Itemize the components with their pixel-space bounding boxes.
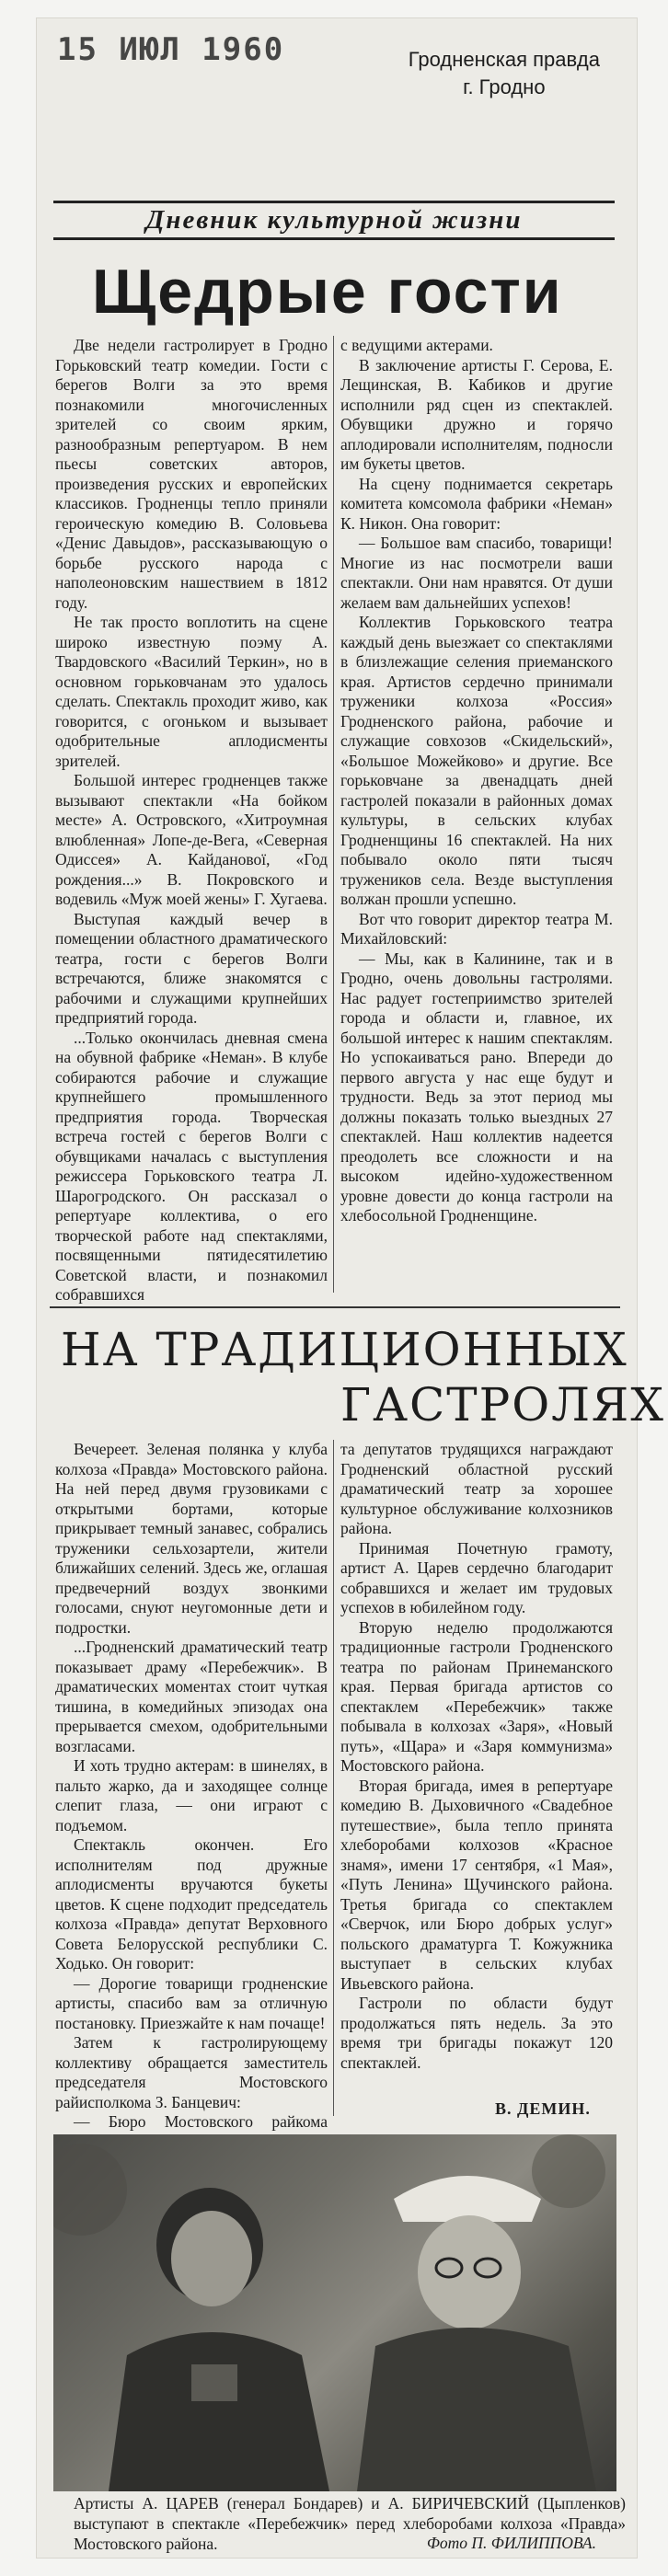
- paragraph: Вот что говорит директор театра М. Михайловский:: [340, 909, 613, 948]
- section-heading: Дневник культурной жизни: [53, 201, 615, 240]
- paragraph: И хоть трудно актерам: в шинелях, в пальто жарко, да и заходящее солнце слепит глаза, — они играют с подъемом.: [55, 1756, 328, 1834]
- column-rule: [333, 336, 334, 1293]
- article2-headline-line1: НА ТРАДИЦИОННЫХ: [61, 1323, 628, 1376]
- column-rule: [333, 1440, 334, 2116]
- paragraph: Затем к гастролирующему коллективу обращается заместитель председателя Мостовского райисполкома З. Банцевич:: [55, 2033, 328, 2111]
- paragraph: Коллектив Горьковского театра каждый день выезжает со спектаклями в близлежащие селения приеманского края. Артистов сердечно принимали труженики колхоза «Россия» Гродненского района, рабочие и служащие совхозов «Скидельский», «Большое Можейково» и другие. Все горьковчане за двенадцать дней гастролей показали в районных домах культуры, в сельских клубах Гродненщины 16 спектаклей. На них побывало около пяти тысяч тружеников села. Везде выступления волжан прошли успешно.: [340, 613, 613, 908]
- paragraph: Выступая каждый вечер в помещении областного драматического театра, гости с берегов Волги встречаются, ближе знакомятся с рабочими и служащими крупнейших предприятий города.: [55, 909, 328, 1027]
- newspaper-name: Гродненская правда: [408, 48, 600, 71]
- paragraph: — Большое вам спасибо, товарищи! Многие из нас посмотрели ваши спектакли. Они нам нравятся. От души желаем вам дальнейших успехов!: [340, 534, 613, 612]
- paragraph: Две недели гастролирует в Гродно Горьковский театр комедии. Гости с берегов Волги за это время познакомили многочисленных зрителей со своим ярким, разнообразным репертуаром. В нем пьесы советских авторов, произведения русских и европейских классиков. Гродненцы тепло приняли героическую комедию В. Соловьева «Денис Давыдов», рассказывающую о борьбе русского народа с наполеоновским нашествием в 1812 году.: [55, 336, 328, 612]
- paragraph: На сцену поднимается секретарь комитета комсомола фабрики «Неман» К. Никон. Она говорит:: [340, 474, 613, 533]
- author-signature: В. ДЕМИН.: [495, 2099, 591, 2118]
- paragraph: — Бюро Мостовского райкома: [74, 2112, 328, 2131]
- paragraph: ...Гродненский драматический театр показывает драму «Перебежчик». В драматических моментах стоит чуткая тишина, в комедийных эпизодах она прерывается смехом, одобрительными возгласами.: [55, 1638, 328, 1755]
- paragraph: ...Только окончилась дневная смена на обувной фабрике «Неман». В клубе собираются рабочие и служащие крупнейшего промышленного предприятия города. Творческая встреча гостей с берегов Волги с обувщиками началась с выступления режиссера Горьковского театра Л. Шарогродского. Он рассказал о репертуаре коллектива, о его творческой работе над спектаклями, посвященными пятидесятилетию Советской власти, и познакомил собравшихся: [55, 1028, 328, 1304]
- article2-headline-line2: ГАСТРОЛЯХ: [340, 1378, 665, 1432]
- paragraph: — Мы, как в Калинине, так и в Гродно, очень довольны гастролями. Нас радует гостеприимство зрителей города и области и, главное, их большой интерес к нашим спектаклям. Но успокаиваться рано. Впереди до первого августа у нас еще будут и трудности. Ведь за этот период мы должны показать только выездных 27 спектаклей. Наш коллектив надеется преодолеть все сложности и на высоком идейно-художественном уровне довести до конца гастроли на хлебосольной Гродненщине.: [340, 949, 613, 1225]
- masthead: [409, 46, 600, 101]
- paragraph: Не так просто воплотить на сцене широко известную поэму А. Твардовского «Василий Теркин», но в основном горьковчанам это удалось сделать. Спектакль проходит живо, как говорится, с огоньком и вызывает одобрительные аплодисменты зрителей.: [55, 613, 328, 770]
- paragraph: В заключение артисты Г. Серова, Е. Лещинская, В. Кабиков и другие исполнили ряд сцен из спектаклей. Обувщики дружно и горячо аплодировали исполнителям, подносли им букеты цветов.: [340, 355, 613, 473]
- photo-credit: Фото П. ФИЛИППОВА.: [426, 2534, 596, 2552]
- paragraph: Вторую неделю продолжаются традиционные гастроли Гродненского театра по районам Принеманского края. Первая бригада артистов со спектаклем «Перебежчик» также побывала в колхозах «Заря», «Новый путь», «Щара» и «Заря коммунизма» Мостовского района.: [340, 1617, 613, 1775]
- photograph: [53, 2134, 616, 2491]
- paragraph: та депутатов трудящихся награждают Гродненский областной русский драматический театр за хорошее культурное обслуживание колхозников района.: [340, 1440, 613, 1537]
- article2-column-2: [340, 1440, 613, 2073]
- article-separator: [50, 1306, 620, 1308]
- article2-column-1: [55, 1440, 328, 2152]
- paragraph: Вечереет. Зеленая полянка у клуба колхоза «Правда» Мостовского района. На ней перед двумя грузовиками с открытыми бортами, которые прикрывает темный занавес, собрались труженики сельхозартели, жители ближайших селений. Здесь же, оглашая предвечерний воздух звонкими голосами, снуют неугомонные дети и подростки.: [55, 1440, 328, 1637]
- paragraph: Спектакль окончен. Его исполнителям под дружные аплодисменты вручаются букеты цветов. К сцене подходит председатель колхоза «Правда» депутат Верховного Совета Белорусской республики С. Ходько. Он говорит:: [55, 1835, 328, 1972]
- newspaper-city: г. Гродно: [463, 75, 546, 98]
- article1-column-2: [340, 336, 613, 1226]
- paragraph: Гастроли по области будут продолжаться пять недель. За это время три бригады покажут 120 спектаклей.: [340, 1994, 613, 2072]
- photo-caption: Артисты А. ЦАРЕВ (генерал Бондарев) и А. БИРИЧЕВСКИЙ (Цыпленков) выступают в спектакле «Перебежчик» перед хлеборобами колхоза «Правда» Мостовского района.: [74, 2494, 626, 2553]
- newspaper-clipping: [37, 18, 665, 2558]
- article1-column-1: [55, 336, 328, 1305]
- paragraph: с ведущими актерами.: [340, 336, 493, 354]
- paragraph: Вторая бригада, имея в репертуаре комедию В. Дыховичного «Свадебное путешествие», была тепло принята хлеборобами колхозов «Красное знамя», имени 17 сентября, «1 Мая», «Путь Ленина» Щучинского района. Третья бригада со спектаклем «Сверчок, или Бюро добрых услуг» польского драматурга Т. Кожужника выступает в сельских клубах Ивьевского района.: [340, 1776, 613, 1993]
- paragraph: Принимая Почетную грамоту, артист А. Царев сердечно благодарит собравшихся и желает им трудовых успехов в юбилейном году.: [340, 1538, 613, 1616]
- photo-figures: [53, 2134, 616, 2491]
- article1-headline: Щедрые гости: [92, 257, 563, 327]
- paragraph: — Дорогие товарищи гродненские артисты, спасибо вам за отличную постановку. Приезжайте к нам почаще!: [55, 1973, 328, 2032]
- date-stamp: 15 ИЮЛ 1960: [57, 31, 285, 68]
- paragraph: Большой интерес гродненцев также вызывают спектакли «На бойком месте» А. Островского, «Хитроумная влюбленная» Лопе-де-Вега, «Северная Одиссея» А. Кайданової, «Год рождения...» В. Покровского и водевиль «Муж моей жены» Г. Хугаева.: [55, 771, 328, 908]
